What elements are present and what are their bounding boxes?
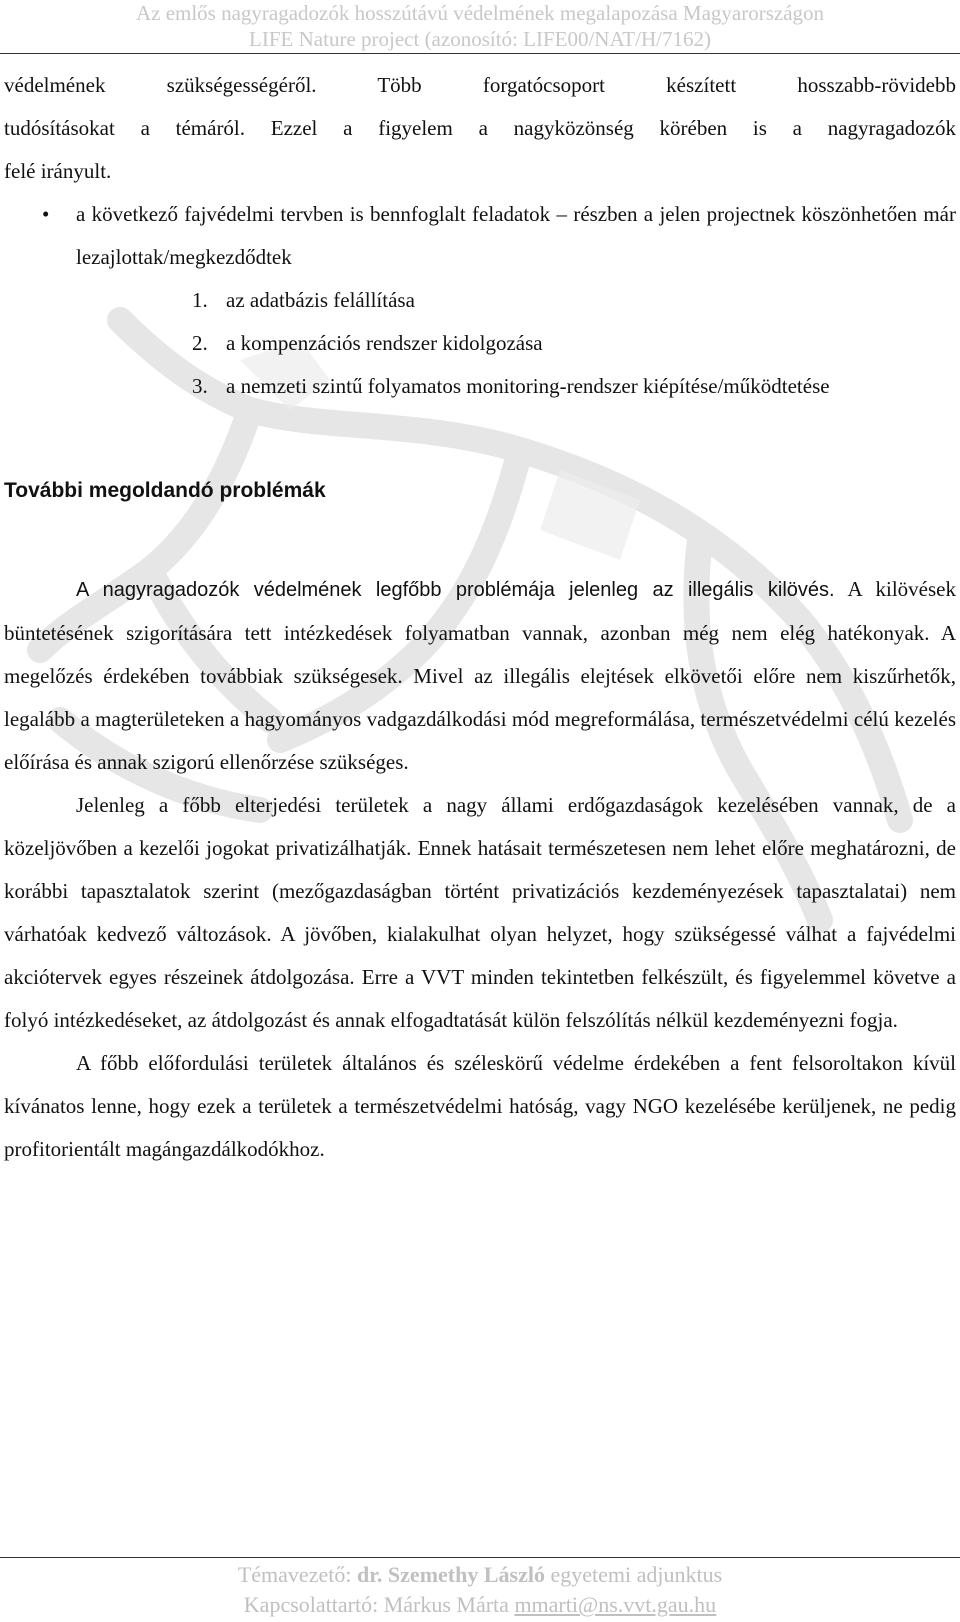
footer-supervisor-label: Témavezető: [237, 1562, 352, 1587]
paragraph-2: Jelenleg a főbb elterjedési területek a nagy állami erdőgazdaságok kezelésében vannak, de a közeljövőben a kezelői jogokat privatizálhatják. Ennek hatásait természetesen nem lehet előre meghatározni, de korábbi tapasztalatok szerint (mezőgazdaságban történt privatizációs kezdeményezések tapasztalatai) nem várhatóak kedvező változások. A jövőben, kialakulhat olyan helyzet, hogy szükségessé válhat a fajvédelmi akciótervek egyes részeinek átdolgozása. Erre a VVT minden tekintetben felkészült, és figyelemmel követve a folyó intézkedéseket, az átdolgozást és annak elfogadtatását külön felszólítás nélkül kezdeményezni fogja. [4, 793, 956, 1032]
footer-line-1 [0, 1560, 960, 1590]
footer-contact-label: Kapcsolattartó: Márkus Márta [243, 1592, 509, 1617]
page-header [0, 0, 960, 54]
bullet-dot-icon: • [42, 202, 50, 226]
footer-divider [0, 1557, 960, 1558]
list-item-text: a nemzeti szintű folyamatos monitoring-rendszer kiépítése/működtetése [226, 374, 830, 398]
bullet-text: a következő fajvédelmi tervben is bennfoglalt feladatok – részben a jelen projectnek köszönhetően már lezajlottak/megkezdődtek [76, 202, 956, 269]
paragraph-1-rest: A kilövések büntetésének szigorítására tett intézkedések folyamatban vannak, azonban még nem elég hatékonyak. A megelőzés érdekében továbbiak szükségesek. Mivel az illegális elejtések elkövetői előre nem kiszűrhetők, legalább a magterületeken a hagyományos vadgazdálkodási mód megreformálása, természetvédelmi célú kezelés előírása és annak szigorú ellenőrzése szükséges. [4, 577, 956, 774]
numbered-list [4, 279, 956, 408]
list-item-text: a kompenzációs rendszer kidolgozása [226, 331, 543, 355]
header-project-id: LIFE Nature project (azonosító: LIFE00/NAT/H/7162) [249, 27, 711, 51]
list-item-number: 2. [192, 331, 208, 355]
paragraph-1 [4, 568, 956, 784]
footer-supervisor-name: dr. Szemethy László [356, 1562, 545, 1587]
intro-line-1: védelmének szükségességéről. Több forgatócsoport készített hosszabb-rövidebb [4, 73, 956, 97]
section-title: További megoldandó problémák [4, 479, 326, 502]
header-project-title: Az emlős nagyragadozók hosszútávú védelmének megalapozása Magyarországon [135, 1, 825, 25]
header-divider [0, 53, 960, 54]
bullet-item [4, 193, 956, 279]
page-footer [0, 1560, 960, 1620]
paragraph-3: A főbb előfordulási területek általános és széleskörű védelme érdekében a fent felsoroltakon kívül kívánatos lenne, hogy ezek a területek a természetvédelmi hatóság, vagy NGO kezelésébe kerüljenek, ne pedig profitorientált magángazdálkodókhoz. [4, 1051, 956, 1161]
footer-contact-email-link[interactable]: mmarti@ns.vvt.gau.hu [514, 1592, 717, 1617]
list-item [4, 279, 956, 322]
paragraph-1-lead: A nagyragadozók védelmének legfőbb problémája jelenleg az illegális kilövés. [76, 579, 835, 601]
intro-line-2: tudósításokat a témáról. Ezzel a figyelem a nagyközönség körében is a nagyragadozók [4, 116, 956, 140]
list-item [4, 322, 956, 365]
list-item-number: 3. [192, 374, 208, 398]
list-item-number: 1. [192, 288, 208, 312]
document-body [4, 64, 956, 1171]
intro-line-3: felé irányult. [4, 159, 112, 183]
footer-line-2 [0, 1590, 960, 1620]
list-item-text: az adatbázis felállítása [226, 288, 415, 312]
footer-supervisor-title: egyetemi adjunktus [550, 1562, 723, 1587]
list-item [4, 365, 956, 408]
